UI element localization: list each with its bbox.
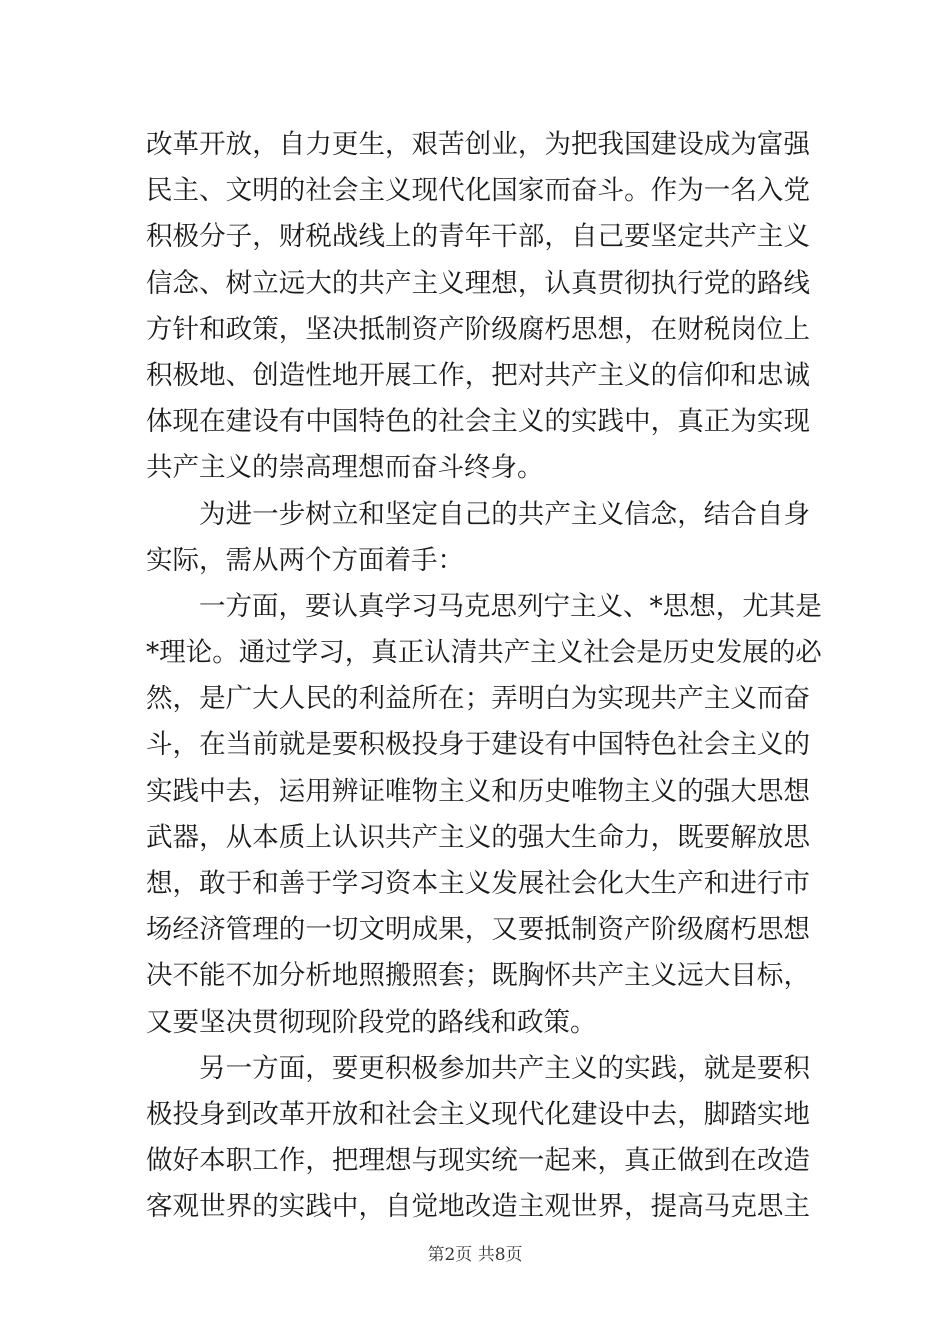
text-line: 积极分子，财税战线上的青年干部，自己要坚定共产主义 xyxy=(146,221,810,253)
page-footer: 第2页 共8页 xyxy=(427,1245,523,1265)
text-line: 实践中去，运用辨证唯物主义和历史唯物主义的强大思想 xyxy=(146,775,810,807)
text-line: 场经济管理的一切文明成果，又要抵制资产阶级腐朽思想 xyxy=(146,914,810,946)
text-line: 又要坚决贯彻现阶段党的路线和政策。 xyxy=(146,1006,597,1038)
text-line: 客观世界的实践中，自觉地改造主观世界，提高马克思主 xyxy=(146,1191,810,1223)
text-line: 做好本职工作，把理想与现实统一起来，真正做到在改造 xyxy=(146,1145,810,1177)
text-line: 一方面，要认真学习马克思列宁主义、*思想，尤其是 xyxy=(199,590,822,622)
body-text xyxy=(146,122,822,1231)
text-line: 改革开放，自力更生，艰苦创业，为把我国建设成为富强 xyxy=(146,129,810,160)
text-line: 极投身到改革开放和社会主义现代化建设中去，脚踏实地 xyxy=(146,1098,810,1130)
text-line: 然，是广大人民的利益所在；弄明白为实现共产主义而奋 xyxy=(146,683,810,715)
text-line: 信念、树立远大的共产主义理想，认真贯彻执行党的路线 xyxy=(146,267,810,299)
text-line: 斗，在当前就是要积极投身于建设有中国特色社会主义的 xyxy=(146,729,810,761)
text-line: 方针和政策，坚决抵制资产阶级腐朽思想，在财税岗位上 xyxy=(146,313,810,345)
text-line: 民主、文明的社会主义现代化国家而奋斗。作为一名入党 xyxy=(146,175,810,207)
text-line: *理论。通过学习，真正认清共产主义社会是历史发展的必 xyxy=(146,637,822,669)
text-line: 为进一步树立和坚定自己的共产主义信念，结合自身 xyxy=(199,498,810,530)
text-line: 实际，需从两个方面着手： xyxy=(146,544,464,576)
text-line: 共产主义的崇高理想而奋斗终身。 xyxy=(146,452,544,484)
text-line: 体现在建设有中国特色的社会主义的实践中，真正为实现 xyxy=(146,406,810,438)
text-line: 武器，从本质上认识共产主义的强大生命力，既要解放思 xyxy=(146,821,810,853)
text-line: 另一方面，要更积极参加共产主义的实践，就是要积 xyxy=(199,1052,810,1084)
text-line: 决不能不加分析地照搬照套；既胸怀共产主义远大目标， xyxy=(146,960,810,992)
text-line: 积极地、创造性地开展工作，把对共产主义的信仰和忠诚 xyxy=(146,359,810,391)
text-line: 想，敢于和善于学习资本主义发展社会化大生产和进行市 xyxy=(146,868,810,899)
